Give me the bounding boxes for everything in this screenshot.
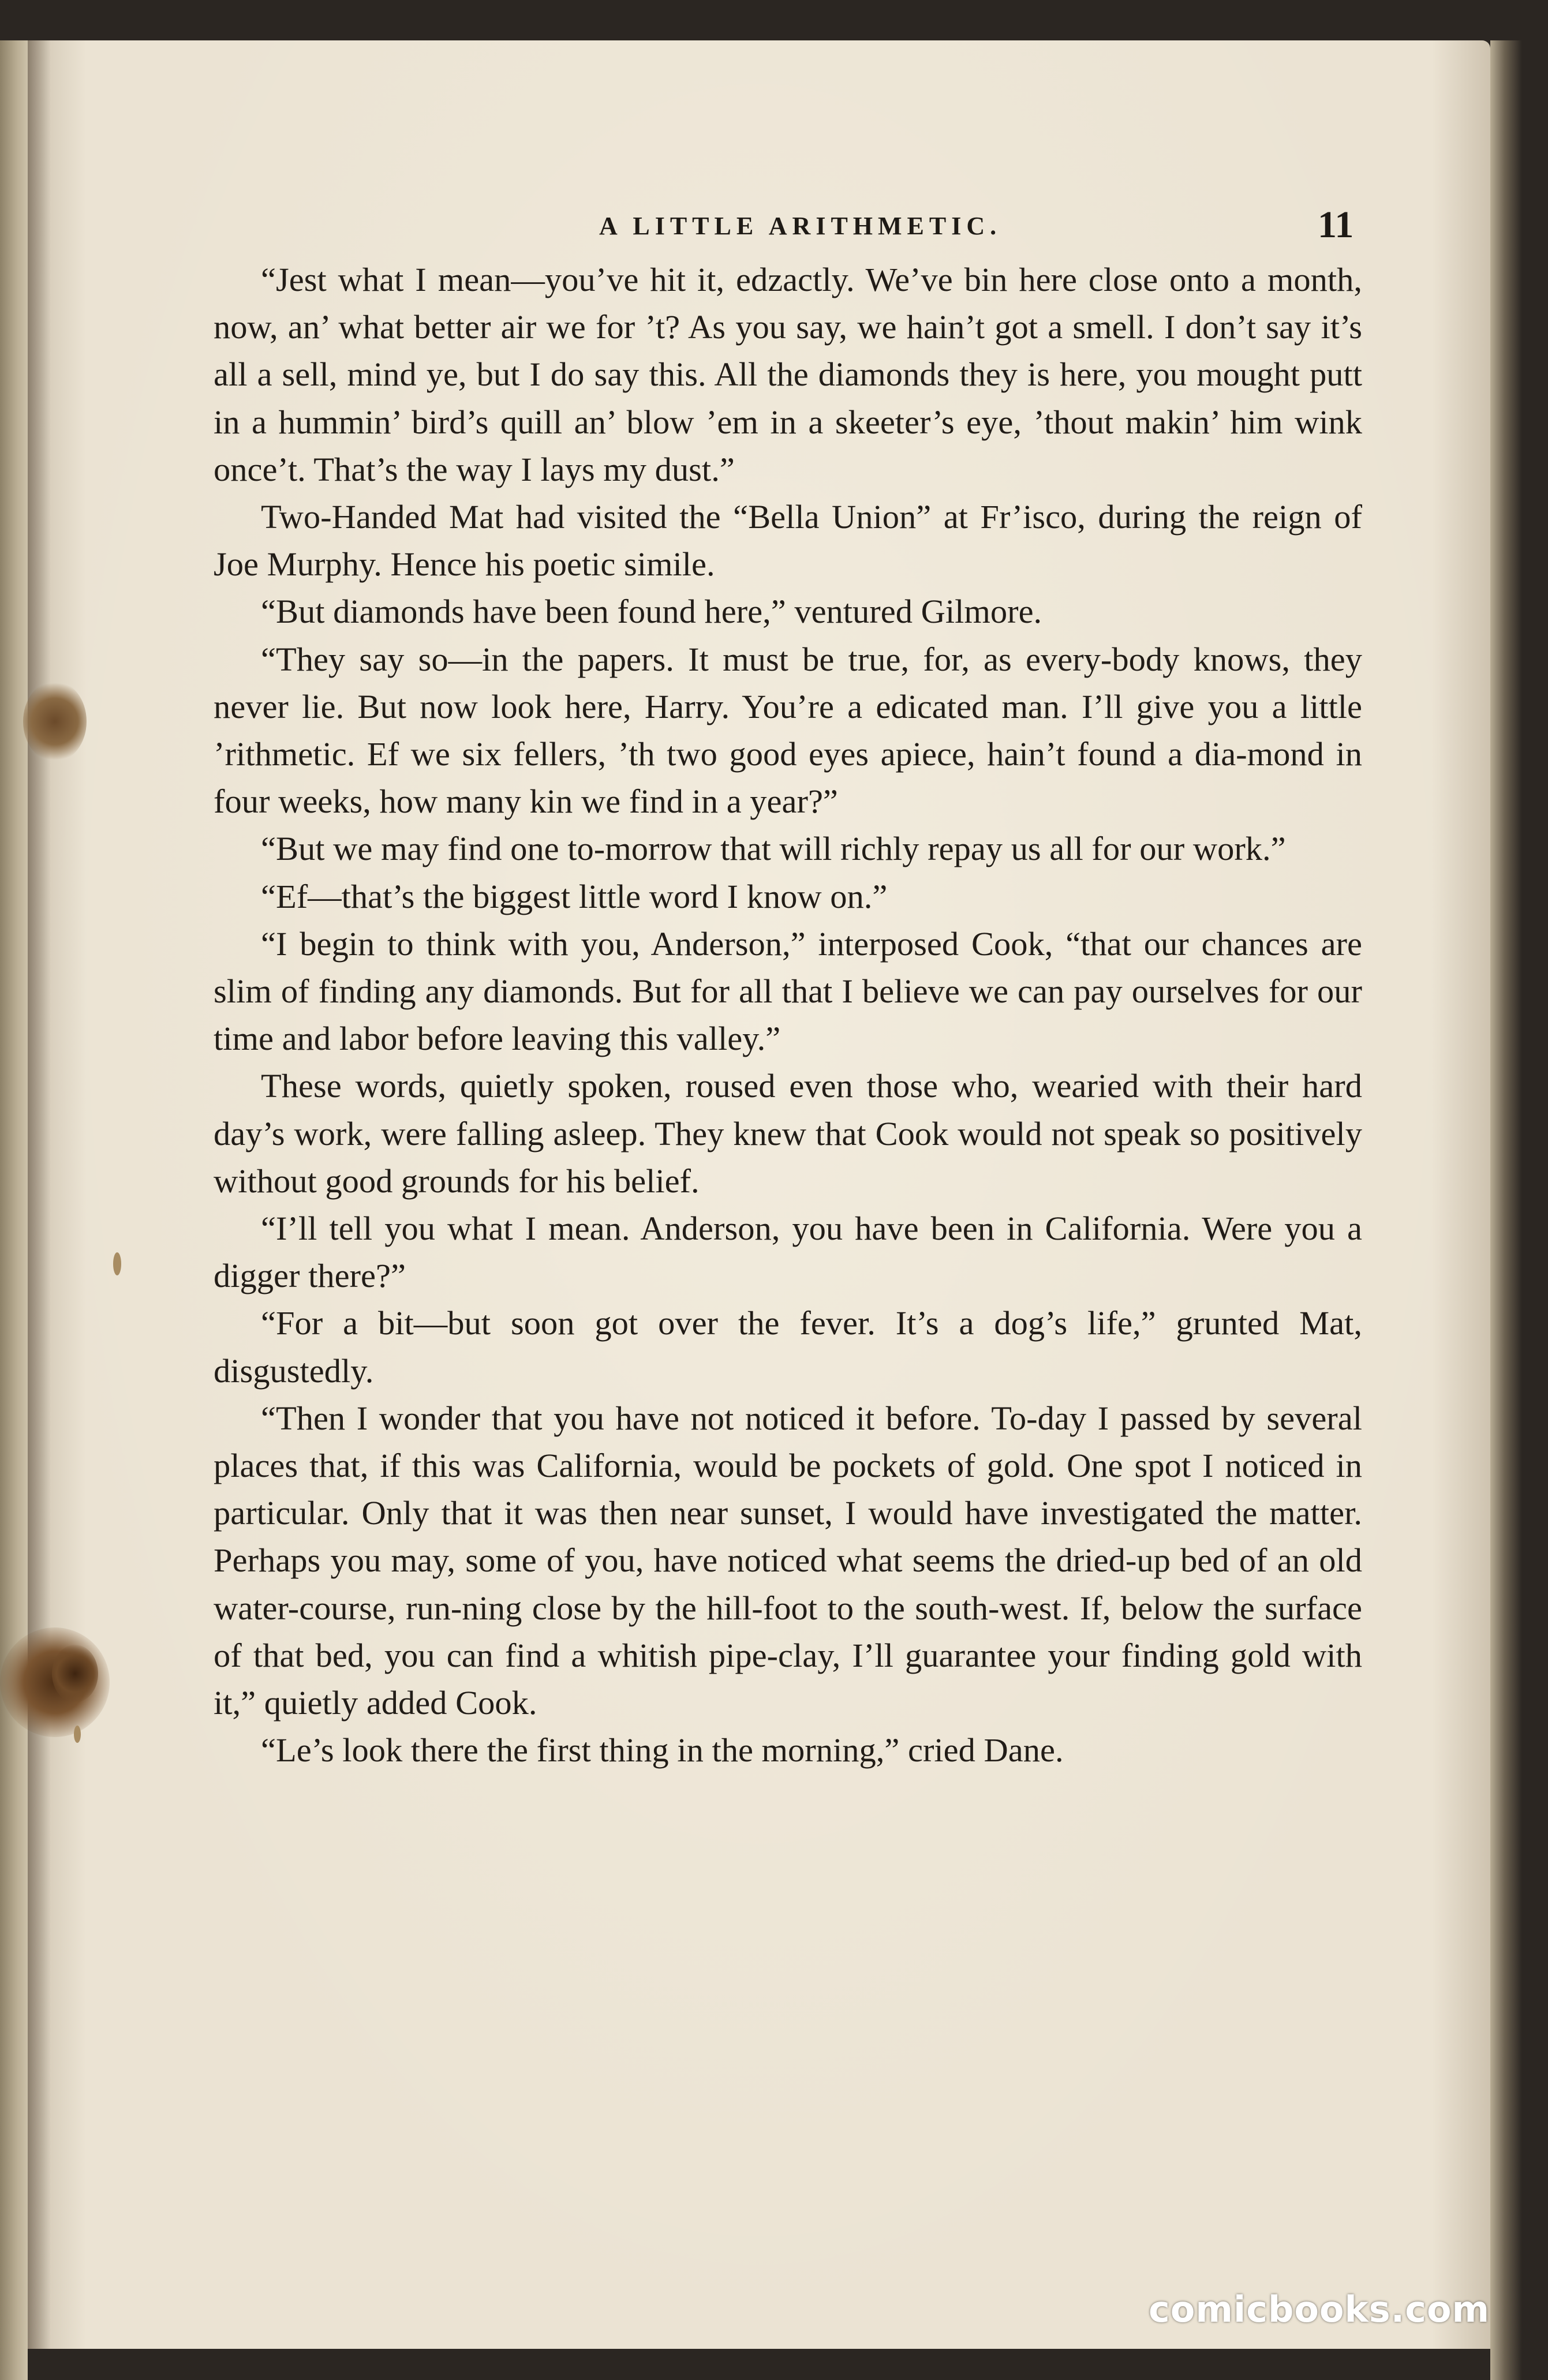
paragraph: “Then I wonder that you have not noticed it before. To-day I passed by several places that, if this was California, would be pockets of gold. One spot I noticed in particular. Only that it was then near sunset, I would have investigated the matter. Perhaps you may, some of you, have noticed what seems the dried-up bed of an old water-course, run-ning close by the hill-foot to the south-west. If, below the surface of that bed, you can find a whitish pipe-clay, I’ll guarantee your finding gold with it,” quietly added Cook. [214, 1399, 1362, 1722]
running-title: A LITTLE ARITHMETIC. [599, 212, 1002, 240]
binding-stain [23, 681, 87, 762]
paragraph: “Ef—that’s the biggest little word I know on.” [261, 877, 888, 915]
paragraph: Two-Handed Mat had visited the “Bella Union” at Fr’isco, during the reign of Joe Murphy. Hence his poetic simile. [214, 498, 1362, 583]
paragraph: “But diamonds have been found here,” ventured Gilmore. [261, 593, 1042, 631]
right-page-edge [1490, 40, 1548, 2380]
body-text [214, 256, 1362, 1775]
paragraph: “Jest what I mean—you’ve hit it, edzactly. We’ve bin here close onto a month, now, an’ what better air we for ’t? As you say, we hain’t got a smell. I don’t say it’s all a sell, mind ye, but I do say this. All the diamonds they is here, you mought putt in a hummin’ bird’s quill an’ blow ’em in a skeeter’s eye, ’thout makin’ him wink once’t. That’s the way I lays my dust.” [214, 261, 1362, 488]
paragraph: “For a bit—but soon got over the fever. It’s a dog’s life,” grunted Mat, disgustedly. [214, 1304, 1362, 1390]
paragraph: “I begin to think with you, Anderson,” interposed Cook, “that our chances are slim of finding any diamonds. But for all that I believe we can pay ourselves for our time and labor before leaving this valley.” [214, 925, 1362, 1058]
paragraph: “But we may find one to-morrow that will richly repay us all for our work.” [261, 830, 1286, 868]
page-number: 11 [1318, 204, 1354, 246]
paper-mark [74, 1726, 81, 1743]
page-header [28, 204, 1490, 257]
gutter-shadow [28, 40, 51, 2349]
facing-page-edge [0, 40, 28, 2380]
paragraph: “Le’s look there the first thing in the morning,” cried Dane. [261, 1731, 1064, 1769]
watermark: comicbooks.com [1149, 2288, 1490, 2330]
paper-mark [113, 1252, 121, 1275]
paragraph: These words, quietly spoken, roused even those who, wearied with their hard day’s work, were falling asleep. They knew that Cook would not speak so positively without good grounds for his belief. [214, 1067, 1362, 1200]
paragraph: “They say so—in the papers. It must be true, for, as every-body knows, they never lie. But now look here, Harry. You’re a edicated man. I’ll give you a little ’rithmetic. Ef we six fellers, ’th two good eyes apiece, hain’t found a dia-mond in four weeks, how many kin we find in a year?” [214, 640, 1362, 821]
paragraph: “I’ll tell you what I mean. Anderson, you have been in California. Were you a digger there?” [214, 1210, 1362, 1295]
binding-stain [52, 1645, 98, 1702]
